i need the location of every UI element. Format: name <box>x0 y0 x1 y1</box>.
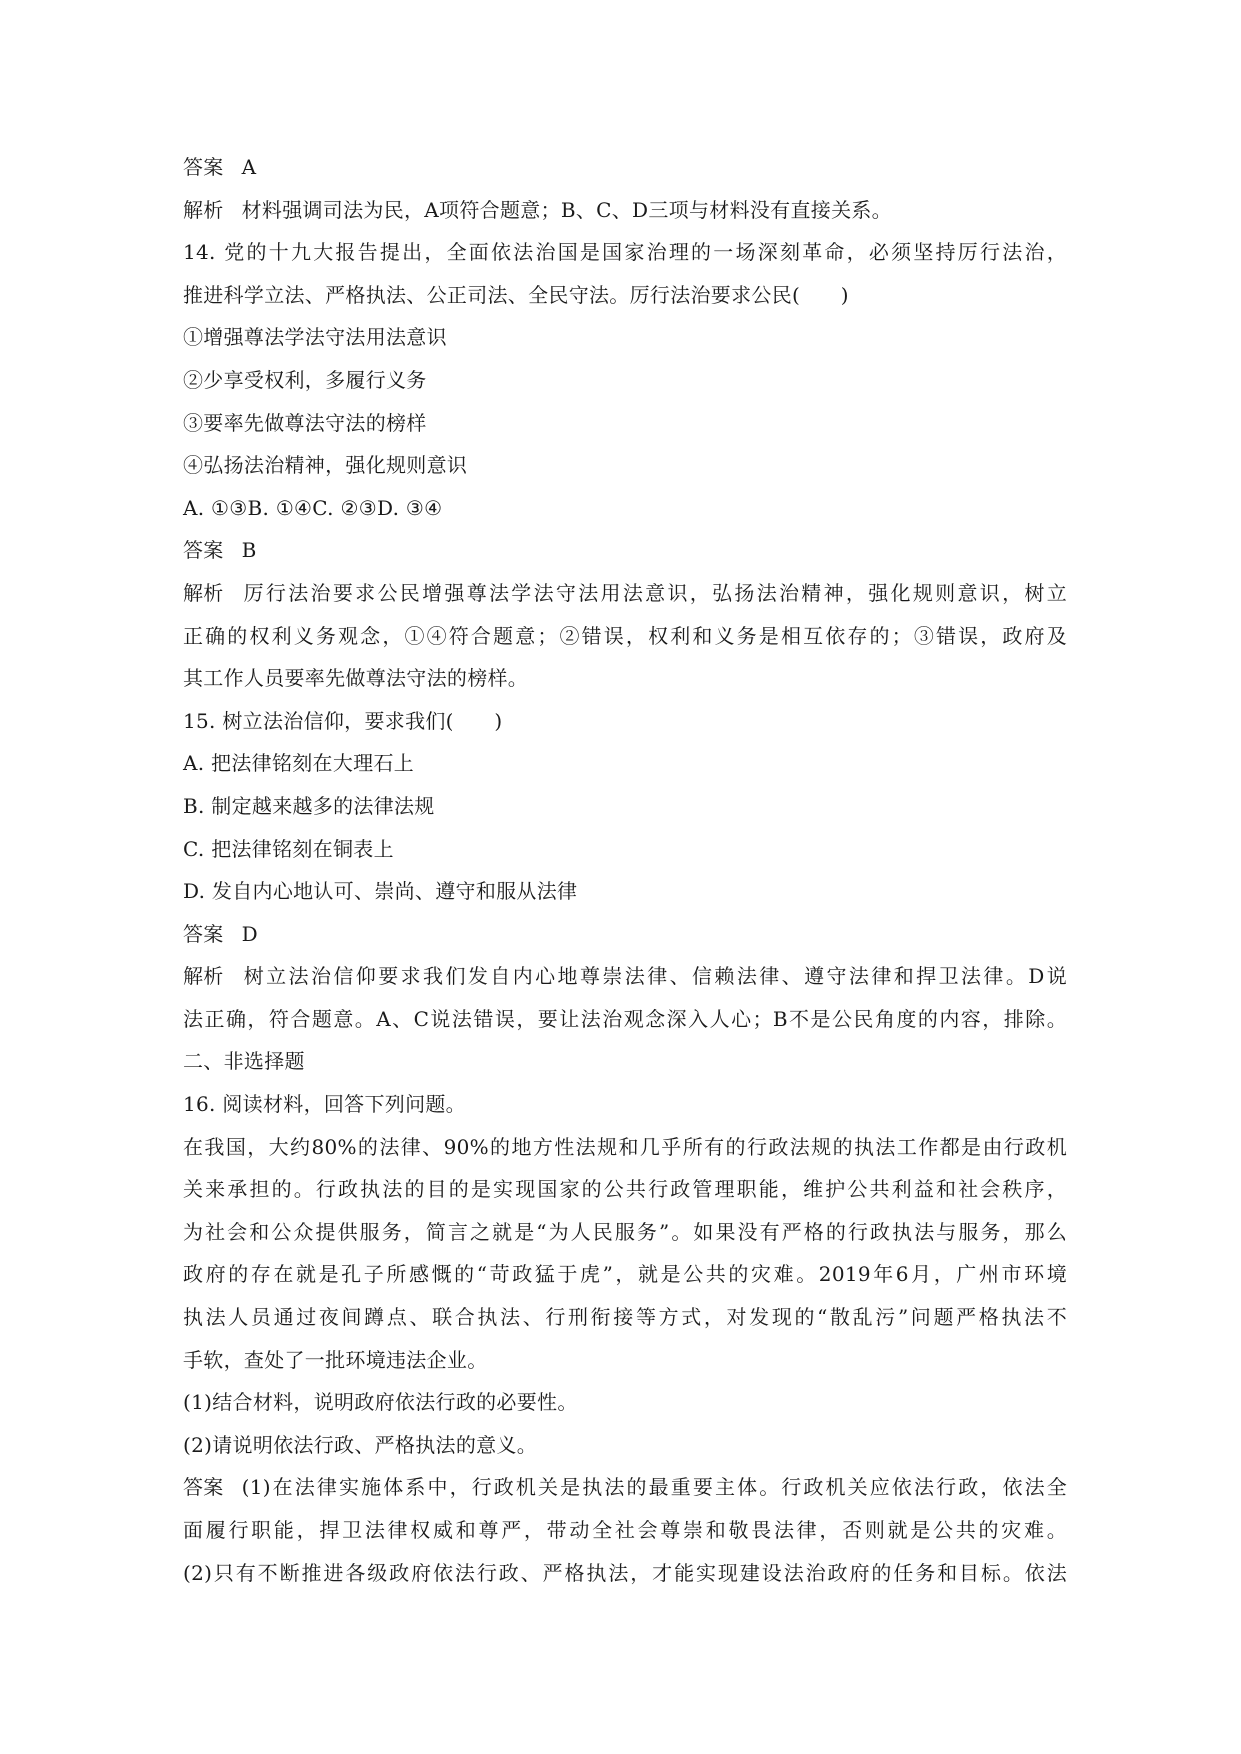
analysis-text: 树立法治信仰要求我们发自内心地尊崇法律、信赖法律、遵守法律和捍卫法律。D说 <box>241 964 1067 989</box>
q16-stem: 16. 阅读材料，回答下列问题。 <box>183 1092 466 1117</box>
answer-tag: 答案 <box>183 155 224 179</box>
q15-option-c: C. 把法律铭刻在铜表上 <box>183 836 394 861</box>
q16-sub-question-2: (2)请说明依法行政、严格执法的意义。 <box>183 1432 538 1457</box>
answer-value: B <box>241 538 257 563</box>
q14-item-2: ②少享受权利，多履行义务 <box>183 367 427 392</box>
q16-material-line-2: 关来承担的。行政执法的目的是实现国家的公共行政管理职能，维护公共利益和社会秩序， <box>183 1177 1067 1202</box>
q13-analysis <box>183 189 1067 232</box>
q15-answer <box>183 913 1067 956</box>
q15-option-a: A. 把法律铭刻在大理石上 <box>183 751 415 776</box>
q16-material-line-4: 政府的存在就是孔子所感慨的“苛政猛于虎”，就是公共的灾难。2019年6月，广州市环境 <box>183 1262 1067 1287</box>
q15-option-b: B. 制定越来越多的法律法规 <box>183 793 435 818</box>
analysis-tag: 解析 <box>183 197 224 222</box>
answer-tag: 答案 <box>183 921 224 946</box>
q14-item-3: ③要率先做尊法守法的榜样 <box>183 410 427 435</box>
answer-value: D <box>241 921 258 946</box>
q14-item-4: ④弘扬法治精神，强化规则意识 <box>183 453 468 478</box>
q14-answer <box>183 529 1067 572</box>
q14-analysis-line-2: 正确的权利义务观念，①④符合题意；②错误，权利和义务是相互依存的；③错误，政府及 <box>183 623 1067 648</box>
q14-analysis-line-3: 其工作人员要率先做尊法守法的榜样。 <box>183 666 529 691</box>
q16-material-line-5: 执法人员通过夜间蹲点、联合执法、行刑衔接等方式，对发现的“散乱污”问题严格执法不 <box>183 1305 1067 1330</box>
answer-text: (1)在法律实施体系中，行政机关是执法的最重要主体。行政机关应依法行政，依法全 <box>241 1475 1067 1500</box>
q14-item-1: ①增强尊法学法守法用法意识 <box>183 325 447 350</box>
document-page <box>183 146 1067 1594</box>
analysis-text: 材料强调司法为民，A项符合题意；B、C、D三项与材料没有直接关系。 <box>241 197 892 222</box>
analysis-tag: 解析 <box>183 964 224 989</box>
q16-answer-line-2: 面履行职能，捍卫法律权威和尊严，带动全社会尊崇和敬畏法律，否则就是公共的灾难。 <box>183 1518 1067 1542</box>
q15-analysis-line-1 <box>183 955 1067 998</box>
q15-option-d: D. 发自内心地认可、崇尚、遵守和服从法律 <box>183 879 578 904</box>
q16-material-line-3: 为社会和公众提供服务，简言之就是“为人民服务”。如果没有严格的行政执法与服务，那么 <box>183 1219 1067 1244</box>
q15-analysis-line-2: 法正确，符合题意。A、C说法错误，要让法治观念深入人心；B不是公民角度的内容，排除。 <box>183 1006 1067 1031</box>
q13-answer <box>183 146 1067 189</box>
answer-value: A <box>241 155 257 179</box>
answer-tag: 答案 <box>183 538 224 563</box>
q14-stem-line-1: 14. 党的十九大报告提出，全面依法治国是国家治理的一场深刻革命，必须坚持厉行法治， <box>183 240 1067 265</box>
q14-analysis-line-1 <box>183 572 1067 615</box>
section-heading: 二、非选择题 <box>183 1049 305 1074</box>
q14-stem-line-2: 推进科学立法、严格执法、公正司法、全民守法。厉行法治要求公民( ) <box>183 282 849 307</box>
q16-sub-question-1: (1)结合材料，说明政府依法行政的必要性。 <box>183 1390 578 1415</box>
answer-tag: 答案 <box>183 1475 224 1500</box>
q15-stem: 15. 树立法治信仰，要求我们( ) <box>183 708 503 733</box>
q16-material-line-1: 在我国，大约80%的法律、90%的地方性法规和几乎所有的行政法规的执法工作都是由行政机 <box>183 1134 1067 1159</box>
q16-material-line-6: 手软，查处了一批环境违法企业。 <box>183 1347 488 1372</box>
q16-answer-line-1 <box>183 1466 1067 1509</box>
q14-options: A. ①③B. ①④C. ②③D. ③④ <box>183 495 443 520</box>
q16-answer-line-3: (2)只有不断推进各级政府依法行政、严格执法，才能实现建设法治政府的任务和目标。依法 <box>183 1560 1067 1585</box>
analysis-tag: 解析 <box>183 580 224 605</box>
analysis-text: 厉行法治要求公民增强尊法学法守法用法意识，弘扬法治精神，强化规则意识，树立 <box>241 580 1067 605</box>
